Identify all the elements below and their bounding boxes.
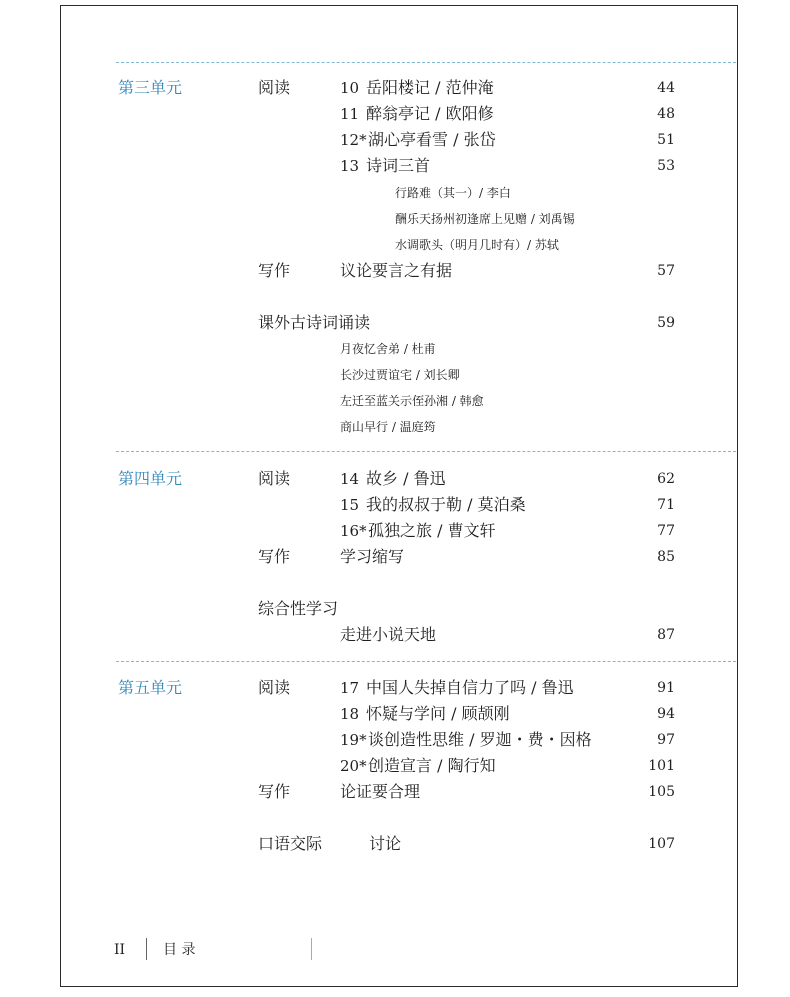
page-number: 105 — [648, 784, 675, 800]
poem-entry[interactable]: 长沙过贾谊宅 / 刘长卿 — [340, 368, 460, 382]
page-number: 91 — [657, 680, 675, 696]
section-extra-poetry[interactable]: 课外古诗词诵读 — [258, 313, 371, 332]
section-comprehensive: 综合性学习 — [258, 599, 339, 618]
page-number: 85 — [657, 549, 675, 565]
poem-entry[interactable]: 行路难（其一）/ 李白 — [395, 186, 511, 200]
section-writing: 写作 — [258, 261, 291, 280]
lesson-title[interactable]: 孤独之旅 / 曹文轩 — [368, 521, 496, 540]
poem-entry[interactable]: 酬乐天扬州初逢席上见赠 / 刘禹锡 — [395, 212, 575, 226]
lesson-title[interactable]: 醉翁亭记 / 欧阳修 — [366, 104, 494, 123]
divider — [116, 661, 736, 662]
section-writing: 写作 — [258, 547, 291, 566]
lesson-title[interactable]: 中国人失掉自信力了吗 / 鲁迅 — [366, 678, 574, 697]
lesson-title[interactable]: 创造宣言 / 陶行知 — [368, 756, 496, 775]
page-number: 59 — [657, 315, 675, 331]
oral-title[interactable]: 讨论 — [369, 834, 402, 853]
section-writing: 写作 — [258, 782, 291, 801]
page-number: 53 — [657, 158, 675, 174]
page-number: 48 — [657, 106, 675, 122]
page-number: 97 — [657, 732, 675, 748]
writing-title[interactable]: 议论要言之有据 — [340, 261, 453, 280]
lesson-title[interactable]: 谈创造性思维 / 罗迦・费・因格 — [368, 730, 592, 749]
lesson-number: 10 — [340, 79, 360, 97]
lesson-number: 14 — [340, 470, 360, 488]
divider — [116, 62, 736, 63]
writing-title[interactable]: 学习缩写 — [340, 547, 405, 566]
page-number: 94 — [657, 706, 675, 722]
unit-title[interactable]: 第三单元 — [118, 78, 183, 97]
section-reading: 阅读 — [258, 78, 291, 97]
writing-title[interactable]: 论证要合理 — [340, 782, 421, 801]
lesson-number: 18 — [340, 705, 360, 723]
section-oral: 口语交际 — [258, 834, 323, 853]
lesson-number: 11 — [340, 105, 360, 123]
lesson-number: 16* — [340, 522, 367, 540]
footer-divider — [311, 938, 312, 960]
comprehensive-title[interactable]: 走进小说天地 — [340, 625, 437, 644]
page-number: 71 — [657, 497, 675, 513]
lesson-number: 19* — [340, 731, 367, 749]
page-number: 62 — [657, 471, 675, 487]
unit-title[interactable]: 第五单元 — [118, 678, 183, 697]
lesson-title[interactable]: 故乡 / 鲁迅 — [366, 469, 446, 488]
section-reading: 阅读 — [258, 469, 291, 488]
lesson-number: 15 — [340, 496, 360, 514]
page-number: 101 — [648, 758, 675, 774]
lesson-number: 20* — [340, 757, 367, 775]
divider — [116, 451, 736, 452]
footer-divider — [146, 938, 147, 960]
lesson-number: 13 — [340, 157, 360, 175]
section-reading: 阅读 — [258, 678, 291, 697]
footer-label: 目 录 — [163, 942, 196, 958]
toc-page — [60, 5, 738, 987]
unit-title[interactable]: 第四单元 — [118, 469, 183, 488]
page-number: 57 — [657, 263, 675, 279]
lesson-title[interactable]: 岳阳楼记 / 范仲淹 — [366, 78, 494, 97]
poem-entry[interactable]: 月夜忆舍弟 / 杜甫 — [340, 342, 436, 356]
lesson-title[interactable]: 湖心亭看雪 / 张岱 — [368, 130, 496, 149]
lesson-title[interactable]: 怀疑与学问 / 顾颉刚 — [366, 704, 510, 723]
footer-page-number: II — [114, 942, 126, 958]
lesson-number: 12* — [340, 131, 367, 149]
poem-entry[interactable]: 商山早行 / 温庭筠 — [340, 420, 436, 434]
page-number: 77 — [657, 523, 675, 539]
page-number: 87 — [657, 627, 675, 643]
page-number: 44 — [657, 80, 675, 96]
lesson-number: 17 — [340, 679, 360, 697]
lesson-title[interactable]: 诗词三首 — [366, 156, 431, 175]
poem-entry[interactable]: 水调歌头（明月几时有）/ 苏轼 — [395, 238, 559, 252]
page-number: 51 — [657, 132, 675, 148]
lesson-title[interactable]: 我的叔叔于勒 / 莫泊桑 — [366, 495, 526, 514]
page-number: 107 — [648, 836, 675, 852]
poem-entry[interactable]: 左迁至蓝关示侄孙湘 / 韩愈 — [340, 394, 484, 408]
